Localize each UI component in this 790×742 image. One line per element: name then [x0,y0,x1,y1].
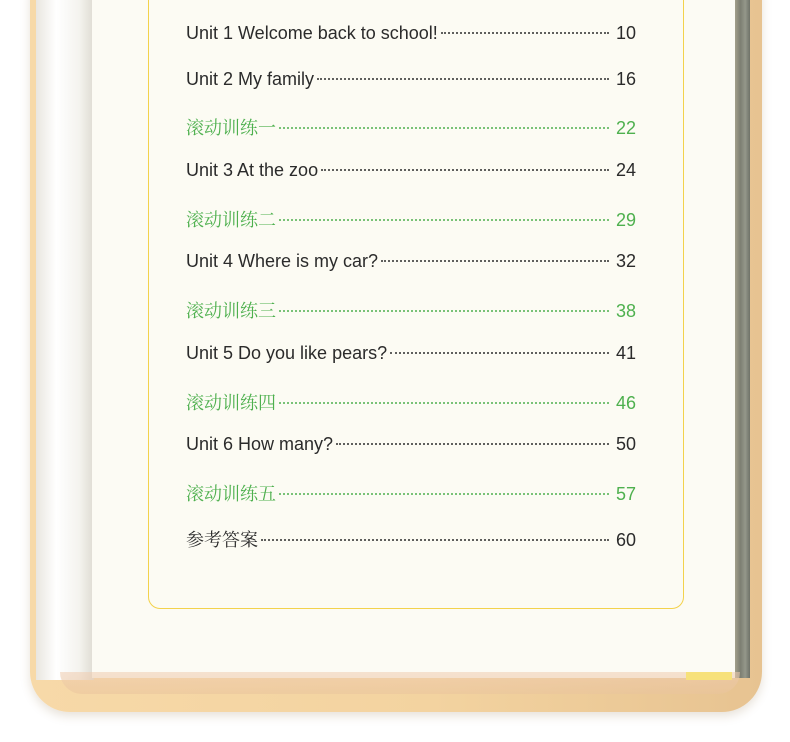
leader-dots [279,219,609,221]
toc-entry-page: 24 [615,160,636,181]
toc-entry-title: 参考答案 [186,529,258,550]
page-bottom-shadow [60,672,740,694]
toc-entry-title: Unit 1 Welcome back to school! [186,23,438,43]
toc-entry-title: Unit 3 At the zoo [186,160,319,181]
leader-dots [279,402,609,404]
leader-dots [261,539,609,541]
toc-entry-title: 滚动训练一 [186,118,276,139]
toc-entry-page: 50 [615,434,636,455]
toc-entry-title: Unit 4 Where is my car? [186,251,379,272]
leader-dots [279,310,609,312]
toc-entry[interactable] [186,297,636,343]
toc-entry-page: 22 [615,118,636,139]
toc-entry[interactable] [186,480,636,526]
leader-dots [279,493,609,495]
leader-dots [317,78,609,80]
toc-entry-title: Unit 6 How many? [186,434,334,455]
page-edges [734,0,750,678]
toc-entry[interactable] [186,69,636,115]
toc-entry[interactable] [186,343,636,389]
toc-entry-page: 41 [615,342,636,363]
table-of-contents [186,23,636,571]
toc-entry-title: 滚动训练五 [186,483,276,504]
toc-entry-title: Unit 2 My family [186,68,315,89]
leader-dots [321,169,609,171]
leader-dots [279,127,609,129]
bookmark-tab [686,672,732,680]
toc-entry[interactable] [186,251,636,297]
toc-entry-page: 46 [615,392,636,413]
toc-entry-page: 32 [615,251,636,272]
leader-dots [441,32,609,34]
toc-entry-title: Unit 5 Do you like pears? [186,342,388,363]
leader-dots [381,260,609,262]
toc-entry-page: 10 [615,23,636,43]
leader-dots [336,443,609,445]
toc-entry[interactable] [186,434,636,480]
page-curl [36,0,94,680]
toc-entry-page: 57 [615,483,636,504]
toc-entry[interactable] [186,389,636,435]
toc-entry[interactable] [186,23,636,69]
leader-dots [390,352,609,354]
toc-entry[interactable] [186,526,636,572]
toc-entry-page: 16 [615,68,636,89]
toc-entry-title: 滚动训练二 [186,209,276,230]
toc-entry-title: 滚动训练三 [186,301,276,322]
toc-entry-title: 滚动训练四 [186,392,276,413]
toc-entry-page: 60 [615,529,636,550]
toc-entry[interactable] [186,160,636,206]
toc-entry-page: 29 [615,209,636,230]
toc-entry[interactable] [186,114,636,160]
toc-entry-page: 38 [615,301,636,322]
toc-entry[interactable] [186,206,636,252]
